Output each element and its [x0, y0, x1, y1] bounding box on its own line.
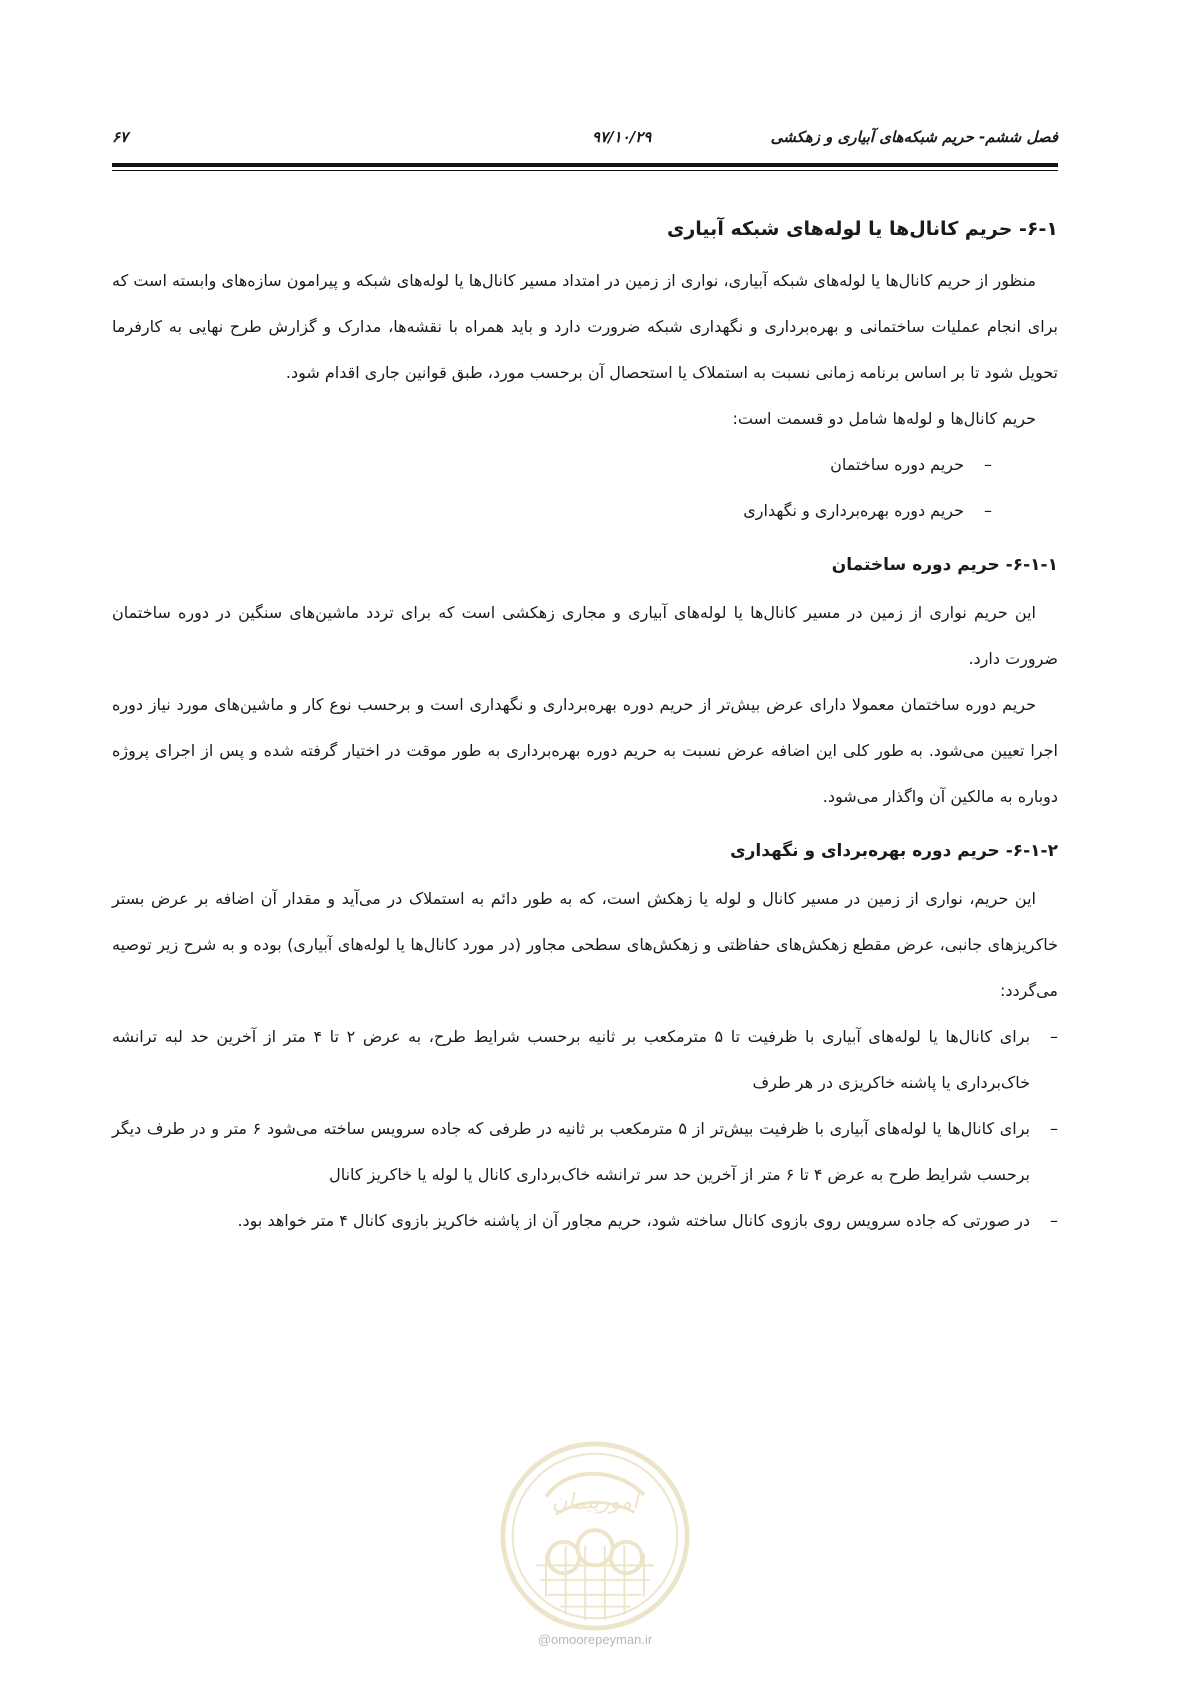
list-item — [112, 1106, 1058, 1198]
watermark-url: @omoorepeyman.ir — [537, 1632, 653, 1647]
parts-list — [112, 442, 1058, 534]
list-item-text: برای کانال‌ها یا لوله‌های آبیاری با ظرفیت بیش‌تر از ۵ مترمکعب بر ثانیه در طرفی که جاده سرویس ساخته می‌شود ۶ متر و در طرف دیگر برحسب شرایط طرح به عرض ۴ تا ۶ متر از آخرین حد سر ترانشه خاک‌برداری کانال یا لوله یا خاکریز کانال — [112, 1119, 1031, 1184]
list-item-text: حریم دوره بهره‌برداری و نگهداری — [743, 501, 964, 520]
chapter-title: فصل ششم- حریم شبکه‌های آبیاری و زهکشی — [770, 128, 1058, 146]
header-rule-thick — [112, 163, 1058, 167]
section-heading: ۶-۱- حریم کانال‌ها یا لوله‌های شبکه آبیاری — [666, 218, 1058, 240]
list-item — [112, 488, 1058, 534]
list-item — [112, 1014, 1058, 1106]
section-paragraph: منظور از حریم کانال‌ها یا لوله‌های شبکه آبیاری، نواری از زمین در امتداد مسیر کانال‌ها یا لوله‌های شبکه و پیرامون سازه‌های وابسته است که برای انجام عملیات ساختمانی و بهره‌برداری و نگهداری شبکه ضرورت دارد و باید همراه با نقشه‌ها، مدارک و گزارش طرح نهایی به کارفرما تحویل شود تا بر اساس برنامه زمانی نسبت به استملاک یا استحصال آن برحسب مورد، طبق قوانین جاری اقدام شود. — [112, 271, 1058, 382]
list-item-text: برای کانال‌ها یا لوله‌های آبیاری با ظرفیت تا ۵ مترمکعب بر ثانیه برحسب شرایط طرح، به عرض ۲ تا ۴ متر از آخرین حد لبه ترانشه خاک‌برداری یا پاشنه خاکریزی در هر طرف — [112, 1027, 1031, 1092]
watermark-logo-text: امورپیمان — [551, 1489, 639, 1515]
header-rule-thin — [112, 170, 1058, 171]
subsection1-heading: ۶-۱-۱- حریم دوره ساختمان — [831, 555, 1058, 575]
page-header — [112, 128, 1058, 158]
header-date: ۹۷/۱۰/۲۹ — [592, 128, 652, 146]
watermark-logo — [497, 1438, 693, 1634]
list-item-text: حریم دوره ساختمان — [830, 455, 964, 474]
dash-bullet: – — [984, 455, 992, 474]
subsection1-paragraph1: این حریم نواری از زمین در مسیر کانال‌ها یا لوله‌های آبیاری و مجاری زهکشی است که برای تردد ماشین‌های سنگین در دوره ساختمان ضرورت دارد. — [112, 603, 1058, 668]
list-item — [112, 1198, 1058, 1244]
dash-bullet: – — [1050, 1119, 1058, 1138]
list-item-text: در صورتی که جاده سرویس روی بازوی کانال ساخته شود، حریم مجاور آن از پاشنه خاکریز بازوی کانال ۴ متر خواهد بود. — [237, 1211, 1030, 1230]
page-content — [112, 214, 1058, 1244]
subsection2-heading: ۶-۱-۲- حریم دوره بهره‌بردای و نگهداری — [730, 841, 1058, 861]
recommendations-list — [112, 1014, 1058, 1244]
dash-bullet: – — [1050, 1211, 1058, 1230]
dash-bullet: – — [1050, 1027, 1058, 1046]
list-item — [112, 442, 1058, 488]
page-number: ۶۷ — [112, 128, 129, 146]
subsection1-paragraph2: حریم دوره ساختمان معمولا دارای عرض بیش‌تر از حریم دوره بهره‌برداری و نگهداری است و برحسب نوع کار و ماشین‌های مورد نیاز دوره اجرا تعیین می‌شود. به طور کلی این اضافه عرض نسبت به حریم دوره بهره‌برداری به طور موقت در اختیار گرفته شده و پس از اجرای پروژه دوباره به مالکین آن واگذار می‌شود. — [112, 695, 1058, 806]
dash-bullet: – — [984, 501, 992, 520]
section-intro: حریم کانال‌ها و لوله‌ها شامل دو قسمت است: — [732, 409, 1036, 428]
subsection2-paragraph1: این حریم، نواری از زمین در مسیر کانال و لوله یا زهکش است، که به طور دائم به استملاک در می‌آید و مقدار آن اضافه بر عرض بستر خاکریزهای جانبی، عرض مقطع زهکش‌های حفاظتی و زهکش‌های سطحی مجاور (در مورد کانال‌ها یا لوله‌های آبیاری) بوده و به شرح زیر توصیه می‌گردد: — [112, 889, 1058, 1000]
